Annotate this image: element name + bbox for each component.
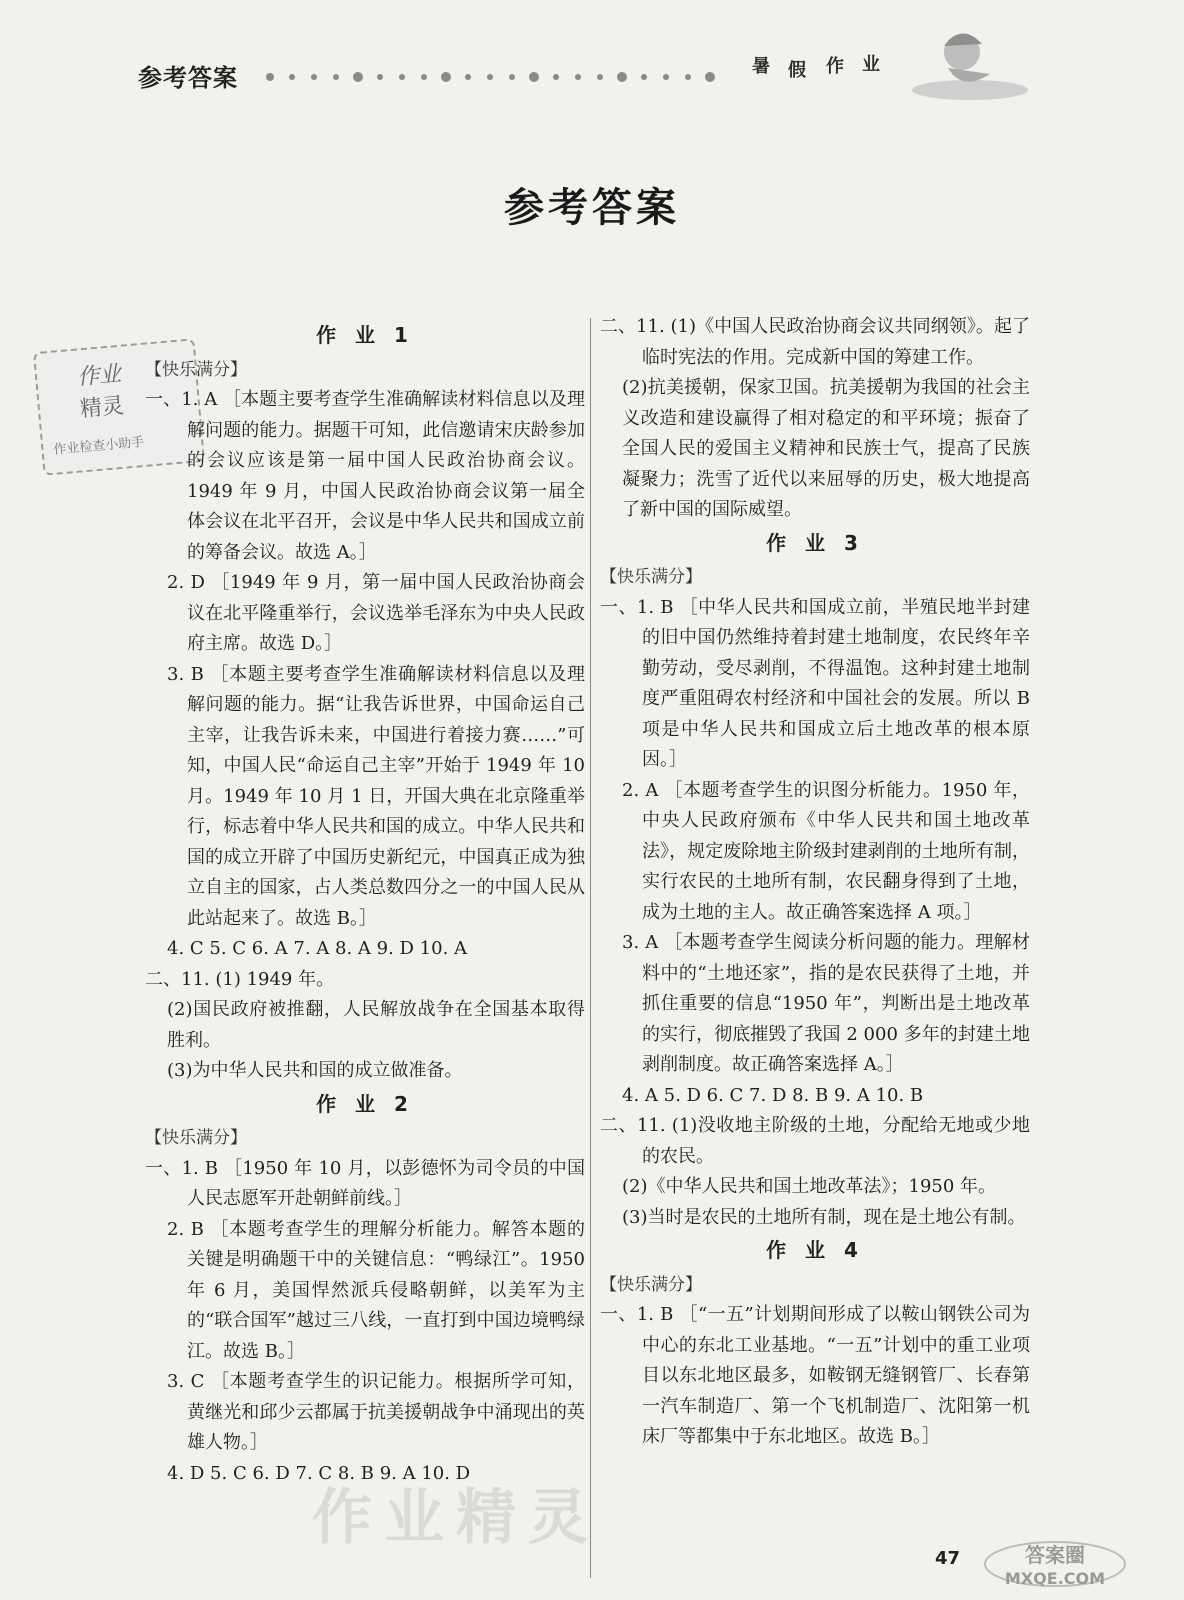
answer-item: 2. D ［1949 年 9 月，第一届中国人民政治协商会议在北平隆重举行，会议选举毛泽东为中央人民政府主席。故选 D。］ xyxy=(167,572,585,654)
page-number: 47 xyxy=(935,1548,961,1569)
answer-item: 4. A 5. D 6. C 7. D 8. B 9. A 10. B xyxy=(622,1084,924,1106)
answer-item: 3. C ［本题考查学生的识记能力。根据所学可知，黄继光和邱少云都属于抗美援朝战争中涌现出的英雄人物。］ xyxy=(167,1371,585,1453)
section-tag: 【快乐满分】 xyxy=(600,567,702,587)
answer-item: 4. D 5. C 6. D 7. C 8. B 9. A 10. D xyxy=(167,1462,471,1484)
stamp-line: 作业检查小助手 xyxy=(52,434,145,458)
answer-item: 二、11. (1)没收地主阶级的土地，分配给无地或少地的农民。 xyxy=(600,1115,1030,1167)
badge-char: 作 xyxy=(826,56,844,77)
section-title: 作 业 3 xyxy=(766,530,864,555)
footer-logo-text: 答案圈 xyxy=(1025,1543,1085,1567)
answer-item: 4. C 5. C 6. A 7. A 8. A 9. D 10. A xyxy=(167,938,468,959)
mascot-illustration xyxy=(900,22,1030,102)
answer-item: 一、1. B ［中华人民共和国成立前，半殖民地半封建的旧中国仍然维持着封建土地制度，农民终年辛勤劳动，受尽剥削，不得温饱。这种封建土地制度严重阻碍农村经济和中国社会的发展。所以 B 项是中华人民共和国成立后土地改革的根本原因。］ xyxy=(600,596,1030,770)
section-title: 作 业 2 xyxy=(316,1091,414,1116)
answer-item: (2)国民政府被推翻，人民解放战争在全国基本取得胜利。 xyxy=(167,999,585,1051)
answer-item: 一、1. B ［“一五”计划期间形成了以鞍山钢铁公司为中心的东北工业基地。“一五”计划中的重工业项目以东北地区最多，如鞍钢无缝钢管厂、长春第一汽车制造厂、第一个飞机制造厂、沈阳第一机床厂等都集中于东北地区。故选 B。］ xyxy=(600,1304,1030,1447)
header-title: 参考答案 xyxy=(138,64,238,92)
answer-item: 3. B ［本题主要考查学生准确解读材料信息以及理解问题的能力。据“让我告诉世界，中国命运自己主宰，让我告诉未来，中国进行着接力赛……”可知，中国人民“命运自己主宰”开始于 1949 年 10 月。1949 年 10 月 1 日，开国大典在北京隆重举行，标志着中华人民共和国的成立。中华人民共和国的成立开辟了中国历史新纪元，中国真正成为独立自主的国家，占人类总数四分之一的中国人民从此站起来了。故选 B。］ xyxy=(167,663,585,929)
section-title: 作 业 1 xyxy=(316,323,414,347)
answer-item: (3)为中华人民共和国的成立做准备。 xyxy=(167,1060,463,1081)
page-header xyxy=(0,0,1184,110)
footer-url: MXQE.COM xyxy=(1004,1569,1106,1588)
right-column xyxy=(600,312,1030,1453)
watermark: 作业精灵 xyxy=(312,1483,600,1553)
answer-item: 2. B ［本题考查学生的理解分析能力。解答本题的关键是明确题干中的关键信息：“鸭绿江”。1950 年 6 月，美国悍然派兵侵略朝鲜，以美军为主的“联合国军”越过三八线，一直打到中国边境鸭绿江。故选 B。］ xyxy=(167,1218,585,1362)
dot-decoration xyxy=(262,70,732,84)
badge-char: 暑 xyxy=(752,56,770,77)
badge-char: 假 xyxy=(788,60,806,81)
section-tag: 【快乐满分】 xyxy=(600,1274,702,1295)
badge-char: 业 xyxy=(862,54,880,75)
answer-item: 一、1. B ［1950 年 10 月，以彭德怀为司令员的中国人民志愿军开赴朝鲜前线。］ xyxy=(145,1157,585,1209)
section-title: 作 业 4 xyxy=(766,1238,864,1262)
stamp-line: 作业 xyxy=(76,361,123,391)
stamp-line: 精灵 xyxy=(79,393,126,423)
page-title: 参考答案 xyxy=(504,185,680,231)
answer-item: (2)《中华人民共和国土地改革法》；1950 年。 xyxy=(622,1176,997,1197)
footer-logo xyxy=(980,1534,1130,1590)
answer-item: (2)抗美援朝，保家卫国。抗美援朝为我国的社会主义改造和建设赢得了相对稳定的和平环境；振奋了全国人民的爱国主义精神和民族士气，提高了民族凝聚力；洗雪了近代以来屈辱的历史，极大地提高了新中国的国际威望。 xyxy=(622,377,1030,520)
answer-item: 二、11. (1)《中国人民政治协商会议共同纲领》。起了临时宪法的作用。完成新中国的筹建工作。 xyxy=(600,316,1030,368)
answer-item: 二、11. (1) 1949 年。 xyxy=(145,968,335,990)
section-tag: 【快乐满分】 xyxy=(145,1128,247,1148)
answer-item: 一、1. A ［本题主要考查学生准确解读材料信息以及理解问题的能力。据题干可知，此信邀请宋庆龄参加的会议应该是第一届中国人民政治协商会议。1949 年 9 月，中国人民政治协商会议第一届全体会议在北平召开，会议是中华人民共和国成立前的筹备会议。故选 A。］ xyxy=(145,389,585,563)
answer-item: 3. A ［本题考查学生阅读分析问题的能力。理解材料中的“土地还家”，指的是农民获得了土地，并抓住重要的信息“1950 年”，判断出是土地改革的实行，彻底摧毁了我国 2 000 多年的封建土地剥削制度。故正确答案选择 A。］ xyxy=(622,932,1030,1075)
left-column xyxy=(145,318,585,1489)
section-tag: 【快乐满分】 xyxy=(145,359,247,380)
answer-item: (3)当时是农民的土地所有制，现在是土地公有制。 xyxy=(622,1206,1026,1228)
summer-homework-badge xyxy=(740,48,900,84)
column-divider xyxy=(590,318,591,1578)
answer-item: 2. A ［本题考查学生的识图分析能力。1950 年，中央人民政府颁布《中华人民共和国土地改革法》，规定废除地主阶级封建剥削的土地所有制，实行农民的土地所有制，农民翻身得到了土地，成为土地的主人。故正确答案选择 A 项。］ xyxy=(622,779,1030,923)
